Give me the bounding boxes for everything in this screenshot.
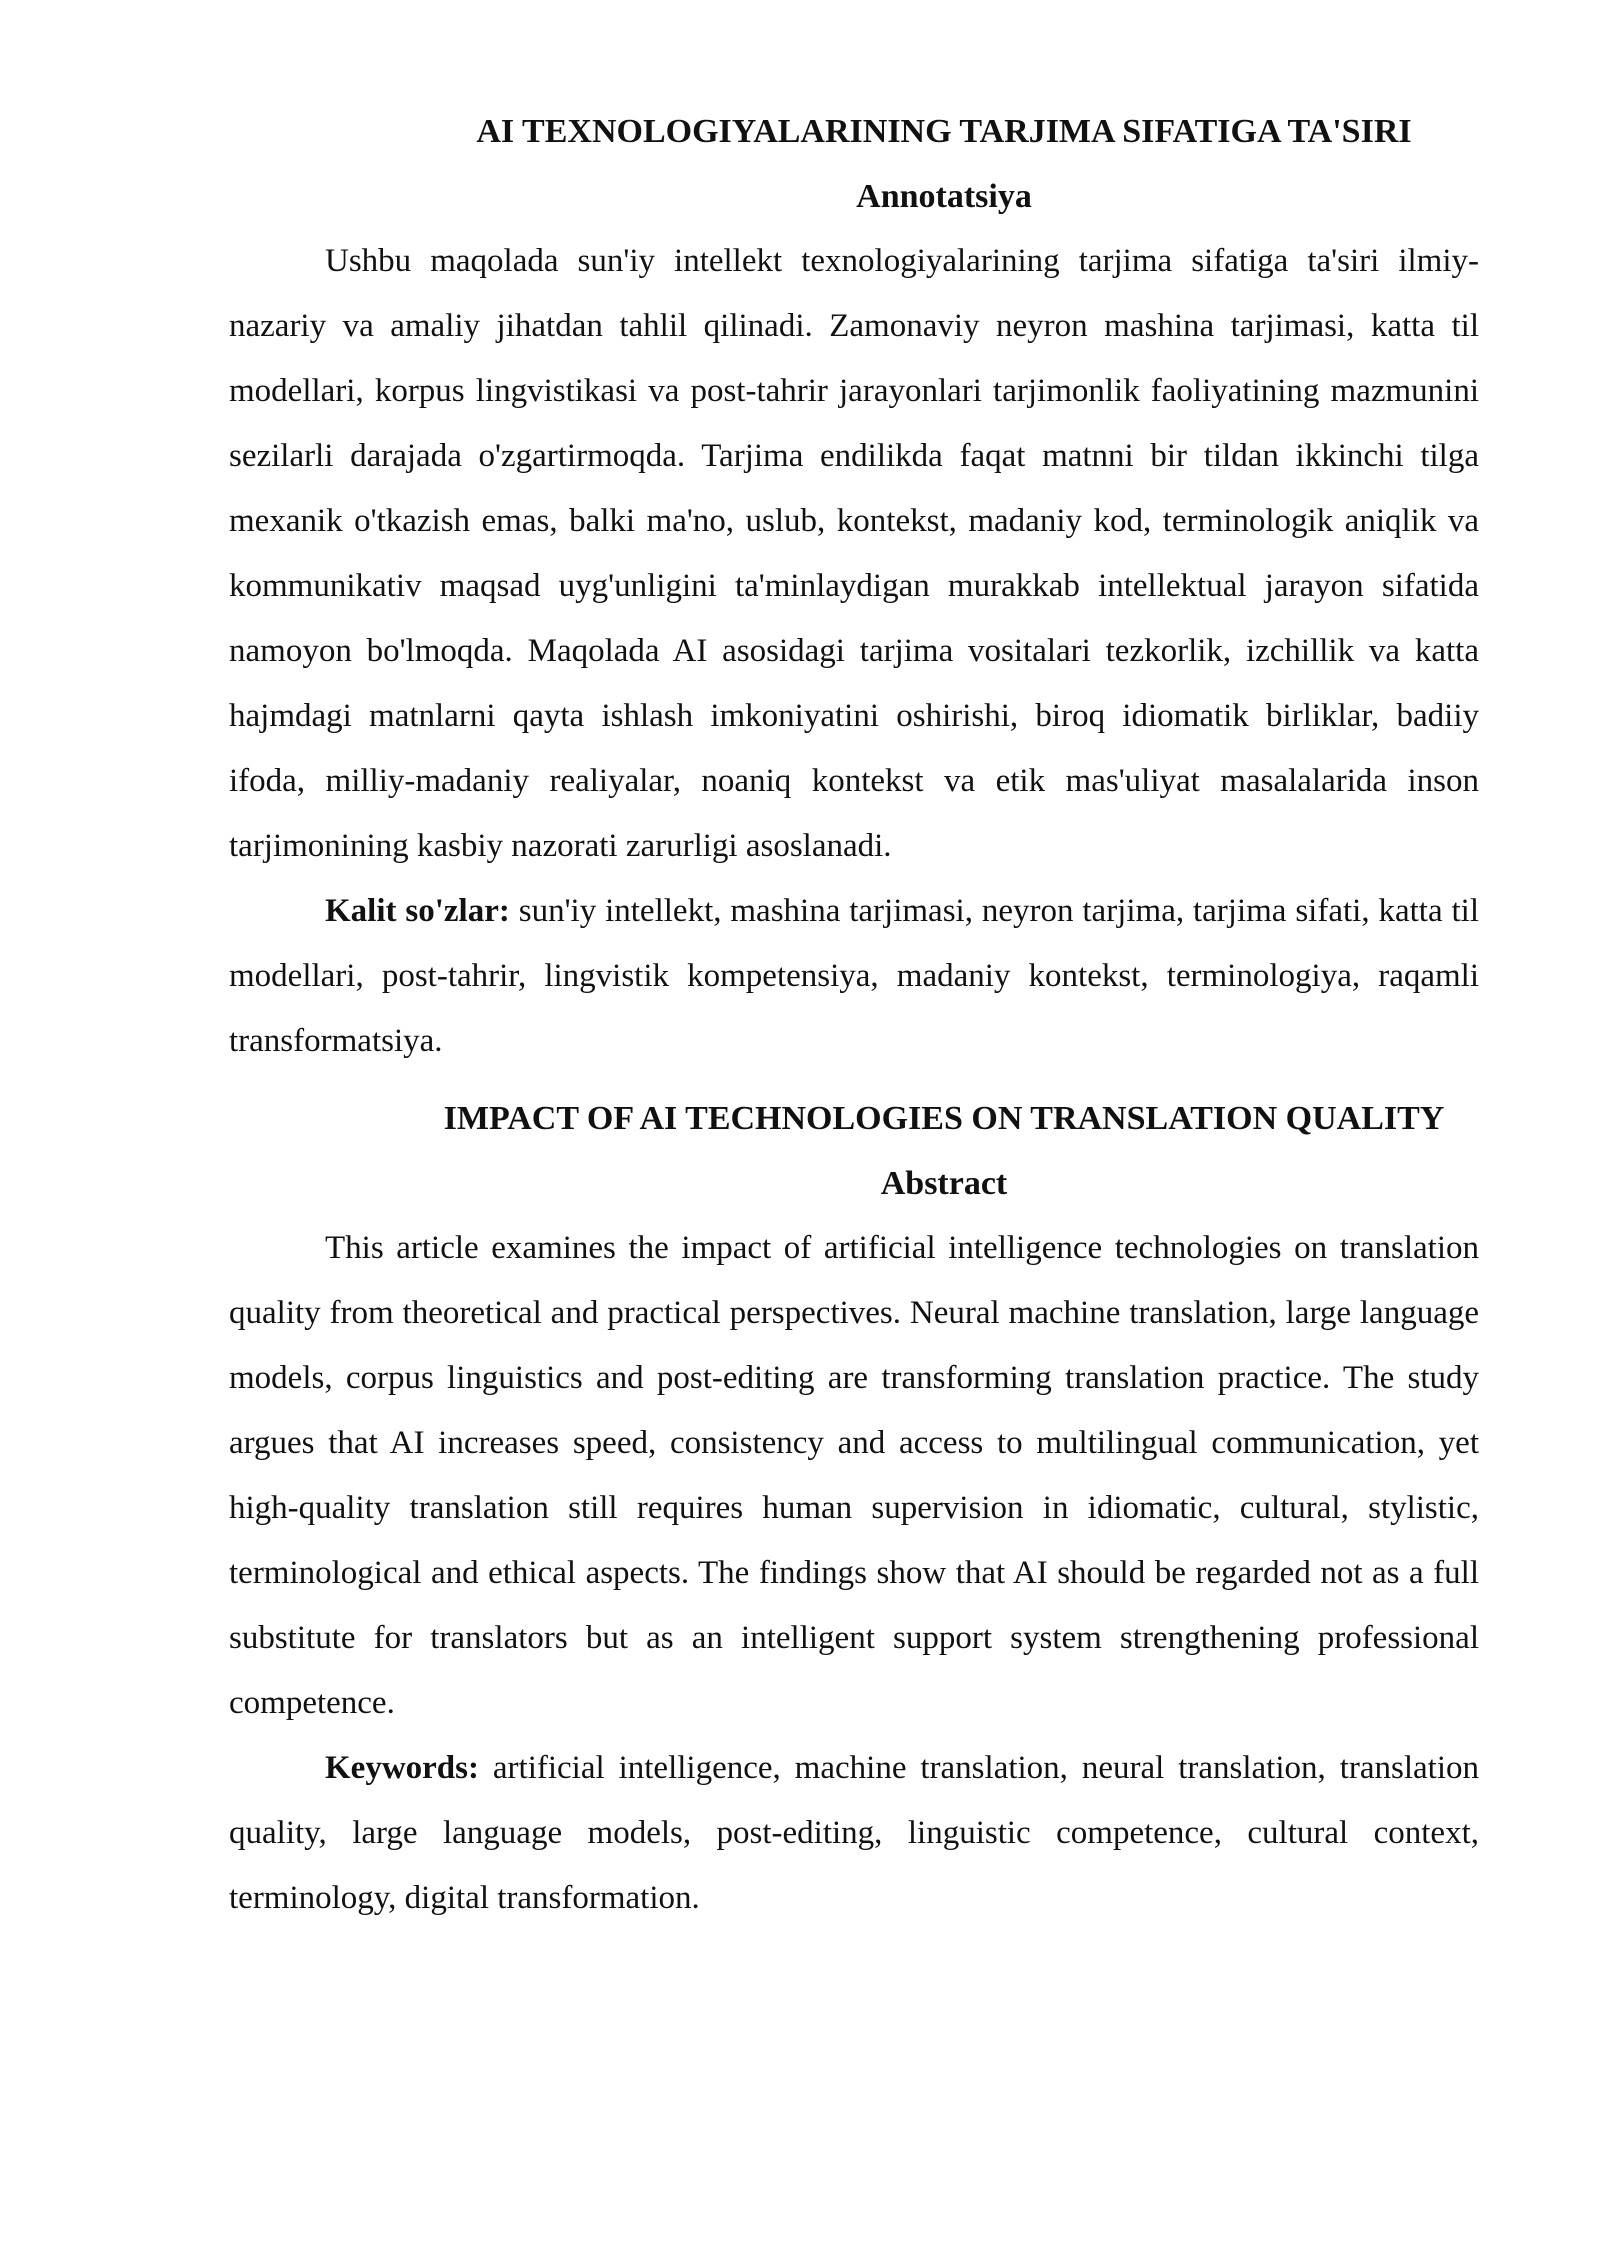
abstract-paragraph: This article examines the impact of artificial intelligence technologies on translation quality from theoretical and practical perspectives. Neural machine translation, large language models, corpus linguistics and post-editing are transforming translation practice. The study argues that AI increases speed, consistency and access to multilingual communication, yet high-quality translation still requires human supervision in idiomatic, cultural, stylistic, terminological and ethical aspects. The findings show that AI should be regarded not as a full substitute for translators but as an intelligent support system strengthening professional competence.: [229, 1230, 1479, 1721]
uzbek-keywords-paragraph: [229, 879, 1479, 1074]
annotation-paragraph: Ushbu maqolada sun'iy intellekt texnologiyalarining tarjima sifatiga ta'siri ilmiy-nazariy va amaliy jihatdan tahlil qilinadi. Zamonaviy neyron mashina tarjimasi, katta til modellari, korpus lingvistikasi va post-tahrir jarayonlari tarjimonlik faoliyatining mazmunini sezilarli darajada o'zgartirmoqda. Tarjima endilikda faqat matnni bir tildan ikkinchi tilga mexanik o'tkazish emas, balki ma'no, uslub, kontekst, madaniy kod, terminologik aniqlik va kommunikativ maqsad uyg'unligini ta'minlaydigan murakkab intellektual jarayon sifatida namoyon bo'lmoqda. Maqolada AI asosidagi tarjima vositalari tezkorlik, izchillik va katta hajmdagi matnlarni qayta ishlash imkoniyatini oshirishi, biroq idiomatik birliklar, badiiy ifoda, milliy-madaniy realiyalar, noaniq kontekst va etik mas'uliyat masalalarida inson tarjimonining kasbiy nazorati zarurligi asoslanadi.: [229, 243, 1479, 864]
uzbek-title: AI TEXNOLOGIYALARINING TARJIMA SIFATIGA TA'SIRI: [476, 113, 1412, 150]
abstract-heading: Abstract: [880, 1165, 1008, 1202]
document-page: [229, 112, 1479, 1931]
english-keywords-label: Keywords:: [325, 1750, 479, 1786]
english-title: IMPACT OF AI TECHNOLOGIES ON TRANSLATION QUALITY: [443, 1100, 1445, 1137]
english-keywords-paragraph: [229, 1736, 1479, 1931]
english-keywords-list: artificial intelligence, machine translation, neural translation, translation quality, large language models, post-editing, linguistic competence, cultural context, terminology, digital transformation.: [229, 1750, 1479, 1916]
uzbek-keywords-label: Kalit so'zlar:: [325, 893, 510, 929]
uzbek-keywords-list: sun'iy intellekt, mashina tarjimasi, neyron tarjima, tarjima sifati, katta til modellari, post-tahrir, lingvistik kompetensiya, madaniy kontekst, terminologiya, raqamli transformatsiya.: [229, 893, 1479, 1059]
annotation-heading: Annotatsiya: [856, 178, 1032, 215]
